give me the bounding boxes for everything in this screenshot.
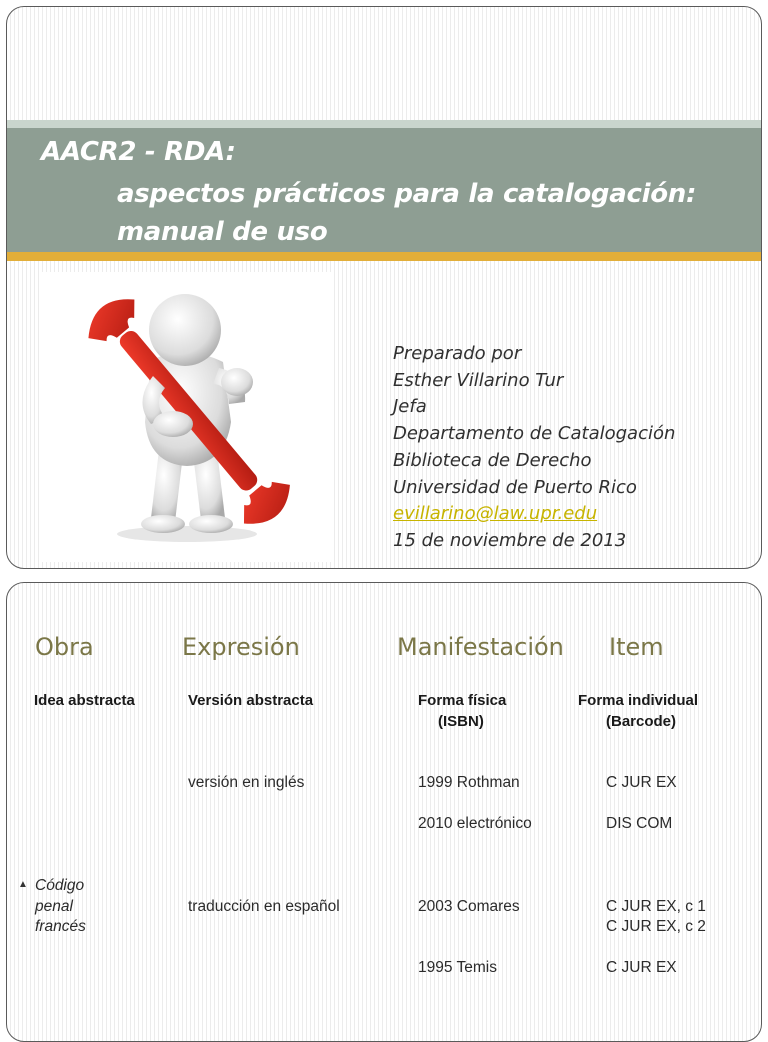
frbr-slide [6,582,762,1042]
row1-expresion: versión en inglés [188,774,305,791]
credit-line: Jefa [393,396,427,418]
title-top-strip [7,120,761,128]
row4-manifestacion: 1995 Temis [418,959,497,976]
credit-line: Preparado por [393,343,522,364]
credit-line: Esther Villarino Tur [393,369,564,391]
subheader-item-barcode: (Barcode) [606,713,677,730]
title-line-1: AACR2 - RDA: [41,137,236,167]
subheader-item: Forma individual [578,692,699,709]
row2-manifestacion: 2010 electrónico [418,815,532,832]
row3-manifestacion: 2003 Comares [418,898,520,915]
row4-item: C JUR EX [606,959,677,976]
bullet-icon: ▲ [18,879,28,890]
credit-line: Universidad de Puerto Rico [393,476,637,498]
header-item: Item [609,633,664,661]
header-expresion: Expresión [182,633,300,661]
work-title-line: francés [35,918,86,935]
email-link[interactable]: evillarino@law.upr.edu [393,503,598,525]
presentation-date: 15 de noviembre de 2013 [393,529,627,551]
title-accent-bar [7,252,761,261]
row2-item: DIS COM [606,815,673,832]
work-title-line: Código [35,877,85,894]
header-obra: Obra [35,633,94,661]
subheader-obra: Idea abstracta [34,692,135,709]
row1-item: C JUR EX [606,774,677,791]
subheader-manifestacion-isbn: (ISBN) [438,713,484,730]
title-line-2: aspectos prácticos para la catalogación: [117,179,697,209]
header-manifestacion: Manifestación [397,633,564,661]
row3-item-1: C JUR EX, c 1 [606,898,706,915]
subheader-manifestacion: Forma física [418,692,507,709]
work-title-line: penal [35,897,73,915]
row3-item-2: C JUR EX, c 2 [606,918,706,935]
credit-line: Biblioteca de Derecho [393,449,592,471]
figure-with-wrench-image [41,272,333,562]
title-line-3: manual de uso [117,217,328,247]
row3-expresion: traducción en español [188,898,340,915]
title-slide [6,6,762,569]
subheader-expresion: Versión abstracta [188,692,314,709]
work-title [35,876,86,938]
credit-line: Departamento de Catalogación [393,423,676,445]
credits-block [393,341,675,555]
wrench-figure-icon [41,272,333,562]
row1-manifestacion: 1999 Rothman [418,774,520,791]
